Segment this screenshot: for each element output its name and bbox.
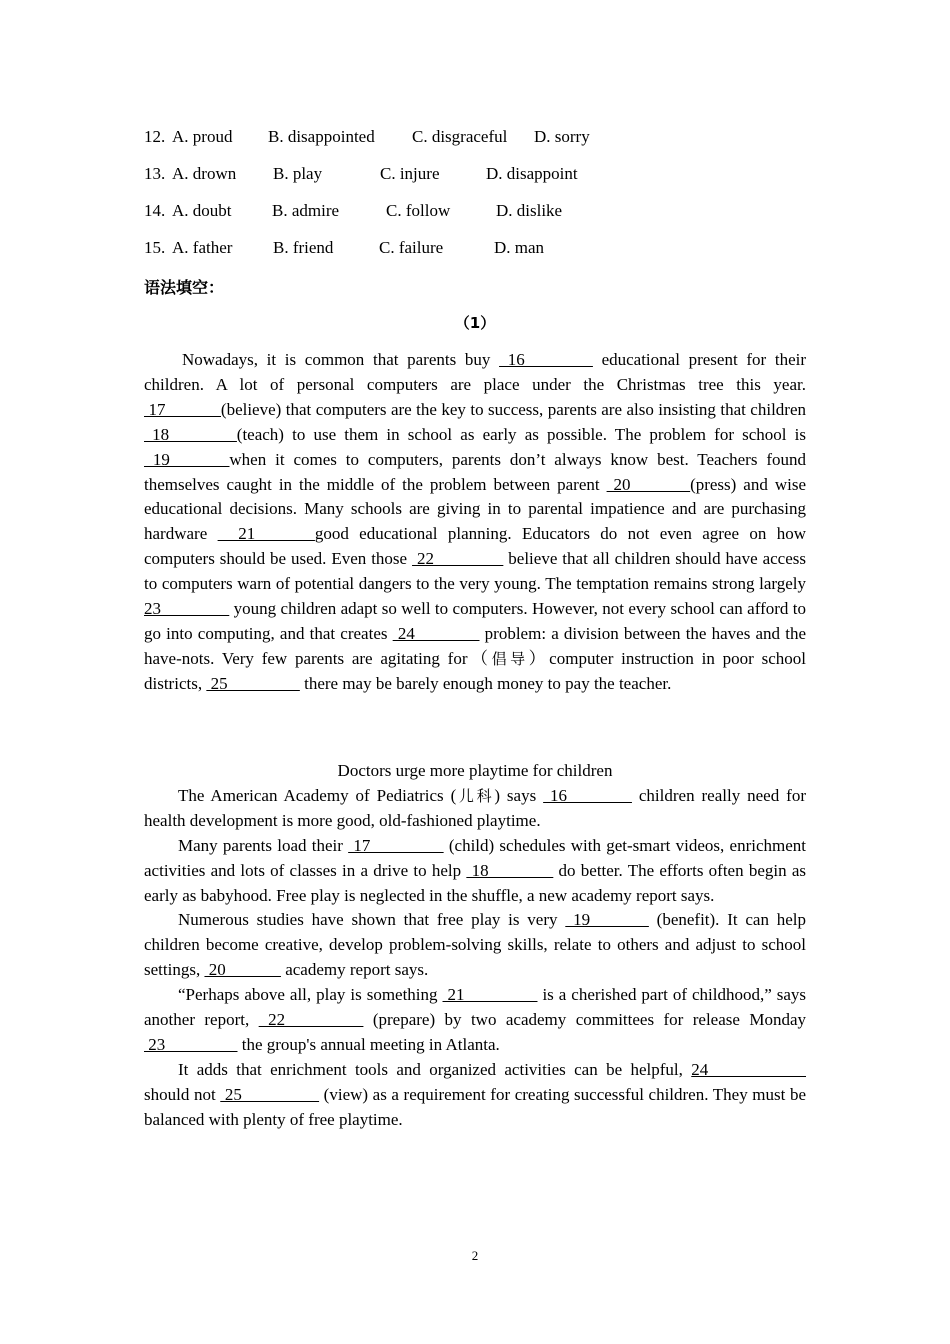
option-c: C. disgraceful bbox=[412, 127, 508, 146]
option-a: A. drown bbox=[172, 164, 237, 183]
passage-text: good educational planning. Educators do not even agree on how computers should be used. Even those bbox=[144, 524, 806, 569]
blank-24: 24_______ bbox=[392, 623, 480, 643]
question-number: 12. bbox=[144, 127, 166, 146]
passage-1-paragraph bbox=[144, 348, 806, 697]
option-a: A. father bbox=[172, 238, 233, 257]
passage-text: It adds that enrichment tools and organized activities can be helpful, bbox=[178, 1059, 692, 1079]
passage-text: (view) as a requirement for creating successful children. They must be balanced with plenty of free playtime. bbox=[144, 1084, 806, 1129]
passage-text: (believe) that computers are the key to success, parents are also insisting that children bbox=[220, 399, 807, 419]
blank-20: 20______ bbox=[204, 960, 281, 980]
blank-21: 21_______ bbox=[217, 524, 315, 544]
option-c: C. follow bbox=[386, 201, 451, 220]
option-c: C. failure bbox=[379, 238, 444, 257]
blank-24: 24___________ bbox=[691, 1059, 806, 1079]
blank-17: 17________ bbox=[348, 835, 444, 855]
question-number: 14. bbox=[144, 201, 166, 220]
section-heading: 语法填空： bbox=[144, 278, 225, 297]
blank-16: 16_______ bbox=[499, 350, 593, 369]
passage-text: “Perhaps above all, play is something bbox=[178, 985, 443, 1005]
passage-text: the group's annual meeting in Atlanta. bbox=[237, 1034, 500, 1054]
passage-text: (prepare) by two academy committees for release Monday bbox=[363, 1010, 806, 1030]
option-d: D. sorry bbox=[534, 127, 590, 146]
blank-23: 23 _______ bbox=[144, 599, 230, 619]
passage-text: academy report says. bbox=[280, 960, 429, 980]
option-c: C. injure bbox=[380, 164, 440, 183]
blank-21: 21________ bbox=[442, 985, 538, 1005]
blank-23: 23________ bbox=[144, 1034, 238, 1054]
blank-16: 16 ______ bbox=[543, 785, 632, 805]
passage-2-paragraph-3 bbox=[144, 908, 806, 983]
section-number: （1） bbox=[454, 314, 496, 332]
blank-17: 17 ______ bbox=[144, 399, 221, 419]
option-d: D. disappoint bbox=[486, 164, 578, 183]
blank-19: 19______ bbox=[565, 910, 649, 930]
blank-25: 25 ________ bbox=[220, 1084, 320, 1104]
chinese-gloss: 儿科 bbox=[456, 786, 495, 805]
blank-25: 25________ bbox=[206, 673, 300, 693]
option-b: B. play bbox=[273, 164, 323, 183]
passage-text: do better. The efforts often begin as early as babyhood. Free play is neglected in the shuffle, a new academy report says. bbox=[144, 860, 806, 905]
passage-text: young children adapt so well to computers. However, not every school can afford to go into computing, and that creates bbox=[144, 599, 806, 643]
passage-2-paragraph-5 bbox=[144, 1058, 806, 1133]
passage-text: (benefit). It can help children become creative, develop problem-solving skills, relate to others and adjust to school settings, bbox=[144, 910, 807, 980]
blank-18: 18_______ bbox=[466, 860, 554, 880]
option-b: B. admire bbox=[272, 201, 340, 220]
passage-text: children really need for health development is more good, old-fashioned playtime. bbox=[144, 785, 806, 830]
page-number: 2 bbox=[471, 1248, 479, 1263]
passage-text: educational present for their children. A lot of personal computers are place under the Christmas tree this year. bbox=[144, 350, 807, 394]
blank-22: 22 _______ bbox=[412, 549, 504, 569]
passage-2-paragraph-4 bbox=[144, 983, 806, 1058]
passage-text: problem: a division between the haves and the have-nots. Very few parents are agitating for（ bbox=[144, 623, 806, 668]
passage-text: (child) schedules with get-smart videos, enrichment activities and lots of classes in a drive to help bbox=[144, 835, 806, 880]
passage-text: (press) and wise educational decisions. Many schools are giving in to parental impatience and are purchasing hardware bbox=[144, 474, 806, 544]
blank-20: 20_______ bbox=[606, 474, 691, 494]
passage-2-title: Doctors urge more playtime for children bbox=[337, 761, 613, 780]
passage-text: there may be barely enough money to pay the teacher. bbox=[299, 673, 672, 693]
question-number: 15. bbox=[144, 238, 166, 257]
option-d: D. dislike bbox=[496, 201, 563, 220]
passage-2 bbox=[144, 759, 806, 1133]
blank-18: 18 _______ bbox=[144, 424, 237, 444]
passage-text: Nowadays, it is common that parents buy bbox=[182, 350, 500, 369]
question-number: 13. bbox=[144, 164, 166, 183]
option-b: B. friend bbox=[273, 238, 334, 257]
option-b: B. disappointed bbox=[268, 127, 375, 146]
passage-text: should not bbox=[144, 1084, 221, 1104]
passage-text: when it comes to computers, parents don’t always know best. Teachers found themselves caught in the middle of the problem between parent bbox=[144, 449, 807, 494]
chinese-gloss: 倡导 bbox=[491, 649, 529, 668]
option-a: A. doubt bbox=[172, 201, 232, 220]
passage-text: Many parents load their bbox=[178, 835, 349, 855]
passage-text: Numerous studies have shown that free play is very bbox=[178, 910, 566, 930]
passage-text: ）computer instruction in poor school districts, bbox=[144, 648, 806, 693]
passage-2-paragraph-2 bbox=[144, 834, 806, 909]
passage-text: The American Academy of Pediatrics ( bbox=[178, 785, 457, 805]
passage-text: believe that all children should have access to computers warn of potential dangers to the very young. The temptation remains strong largely bbox=[144, 549, 806, 594]
blank-22: 22 _______ bbox=[258, 1010, 364, 1030]
blank-19: 19_______ bbox=[144, 449, 230, 469]
passage-2-paragraph-1 bbox=[144, 784, 806, 834]
passage-1 bbox=[144, 348, 806, 697]
option-d: D. man bbox=[494, 238, 545, 257]
passage-text: is a cherished part of childhood,” says another report, bbox=[144, 985, 807, 1030]
option-a: A. proud bbox=[172, 127, 233, 146]
passage-text: (teach) to use them in school as early as possible. The problem for school is bbox=[236, 424, 806, 444]
passage-text: ) says bbox=[494, 785, 544, 805]
